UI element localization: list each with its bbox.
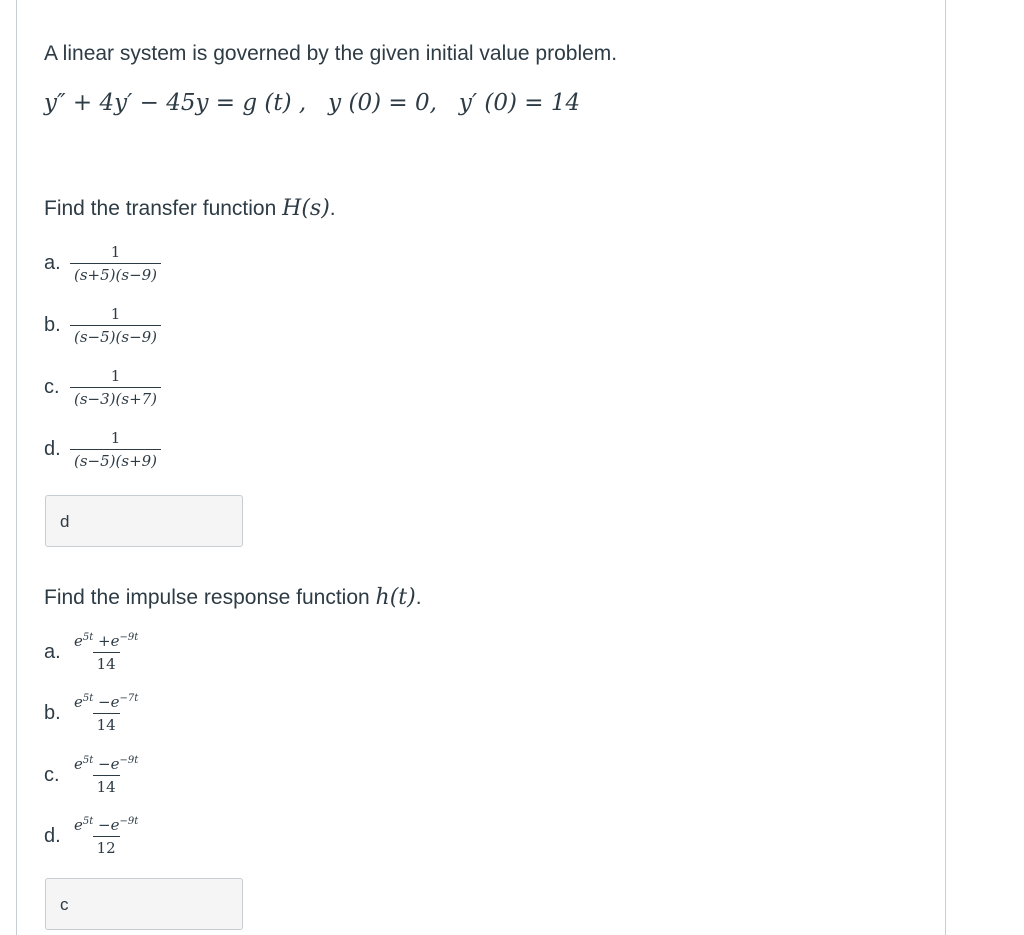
fraction-denominator: 14 bbox=[93, 713, 120, 734]
question-1-symbol: H(s) bbox=[282, 196, 330, 221]
fraction-numerator: $e^{5t} -e^{-9t}$ bbox=[74, 755, 139, 773]
question-2-period: . bbox=[415, 586, 422, 609]
option-letter: a. bbox=[44, 252, 61, 274]
option-fraction bbox=[70, 305, 161, 346]
fraction-denominator: 12 bbox=[93, 836, 120, 857]
ivp-equation: y″ + 4y′ − 45y = g (t) , bbox=[44, 90, 307, 116]
q1-option-b[interactable] bbox=[44, 305, 161, 346]
q2-option-d[interactable] bbox=[44, 816, 142, 857]
fraction-numerator: $e^{5t} -e^{-9t}$ bbox=[74, 816, 139, 834]
option-letter: c. bbox=[44, 764, 60, 786]
fraction-numerator: 1 bbox=[110, 305, 121, 323]
question-2-text: Find the impulse response function bbox=[44, 586, 376, 609]
question-2-prompt bbox=[44, 585, 422, 610]
fraction-denominator: (s−3)(s+7) bbox=[70, 387, 161, 408]
option-letter: b. bbox=[44, 702, 61, 724]
option-fraction bbox=[70, 693, 142, 734]
fraction-numerator: 1 bbox=[110, 243, 121, 261]
problem-intro: A linear system is governed by the given initial value problem. bbox=[44, 42, 618, 65]
option-fraction bbox=[70, 816, 142, 857]
option-letter: d. bbox=[44, 438, 61, 460]
question-1-prompt bbox=[44, 196, 336, 221]
q2-option-c[interactable] bbox=[44, 755, 142, 796]
option-fraction bbox=[70, 429, 161, 470]
q2-option-b[interactable] bbox=[44, 693, 142, 734]
fraction-denominator: 14 bbox=[93, 775, 120, 796]
question-2-symbol: h(t) bbox=[375, 585, 416, 610]
q1-option-a[interactable] bbox=[44, 243, 161, 284]
q1-answer-input[interactable]: d bbox=[45, 495, 243, 547]
fraction-numerator: 1 bbox=[110, 367, 121, 385]
fraction-numerator: $e^{5t} +e^{-9t}$ bbox=[74, 632, 139, 650]
option-letter: a. bbox=[44, 641, 61, 663]
initial-value-problem bbox=[44, 90, 580, 116]
fraction-denominator: (s+5)(s−9) bbox=[70, 263, 161, 284]
option-letter: c. bbox=[44, 376, 60, 398]
option-letter: b. bbox=[44, 314, 61, 336]
question-1-period: . bbox=[329, 197, 336, 220]
q2-answer-input[interactable]: c bbox=[45, 878, 243, 930]
fraction-denominator: (s−5)(s−9) bbox=[70, 325, 161, 346]
q2-option-a[interactable] bbox=[44, 632, 142, 673]
fraction-numerator: 1 bbox=[110, 429, 121, 447]
q1-option-c[interactable] bbox=[44, 367, 161, 408]
q1-option-d[interactable] bbox=[44, 429, 161, 470]
ivp-condition-2: y′ (0) = 14 bbox=[458, 90, 581, 116]
fraction-denominator: (s−5)(s+9) bbox=[70, 449, 161, 470]
option-fraction bbox=[70, 632, 142, 673]
option-letter: d. bbox=[44, 825, 61, 847]
question-1-text: Find the transfer function bbox=[44, 197, 283, 220]
ivp-condition-1: y (0) = 0, bbox=[328, 90, 437, 116]
option-fraction bbox=[70, 243, 161, 284]
fraction-numerator: $e^{5t} -e^{-7t}$ bbox=[74, 693, 139, 711]
option-fraction bbox=[70, 755, 142, 796]
option-fraction bbox=[70, 367, 161, 408]
fraction-denominator: 14 bbox=[93, 652, 120, 673]
